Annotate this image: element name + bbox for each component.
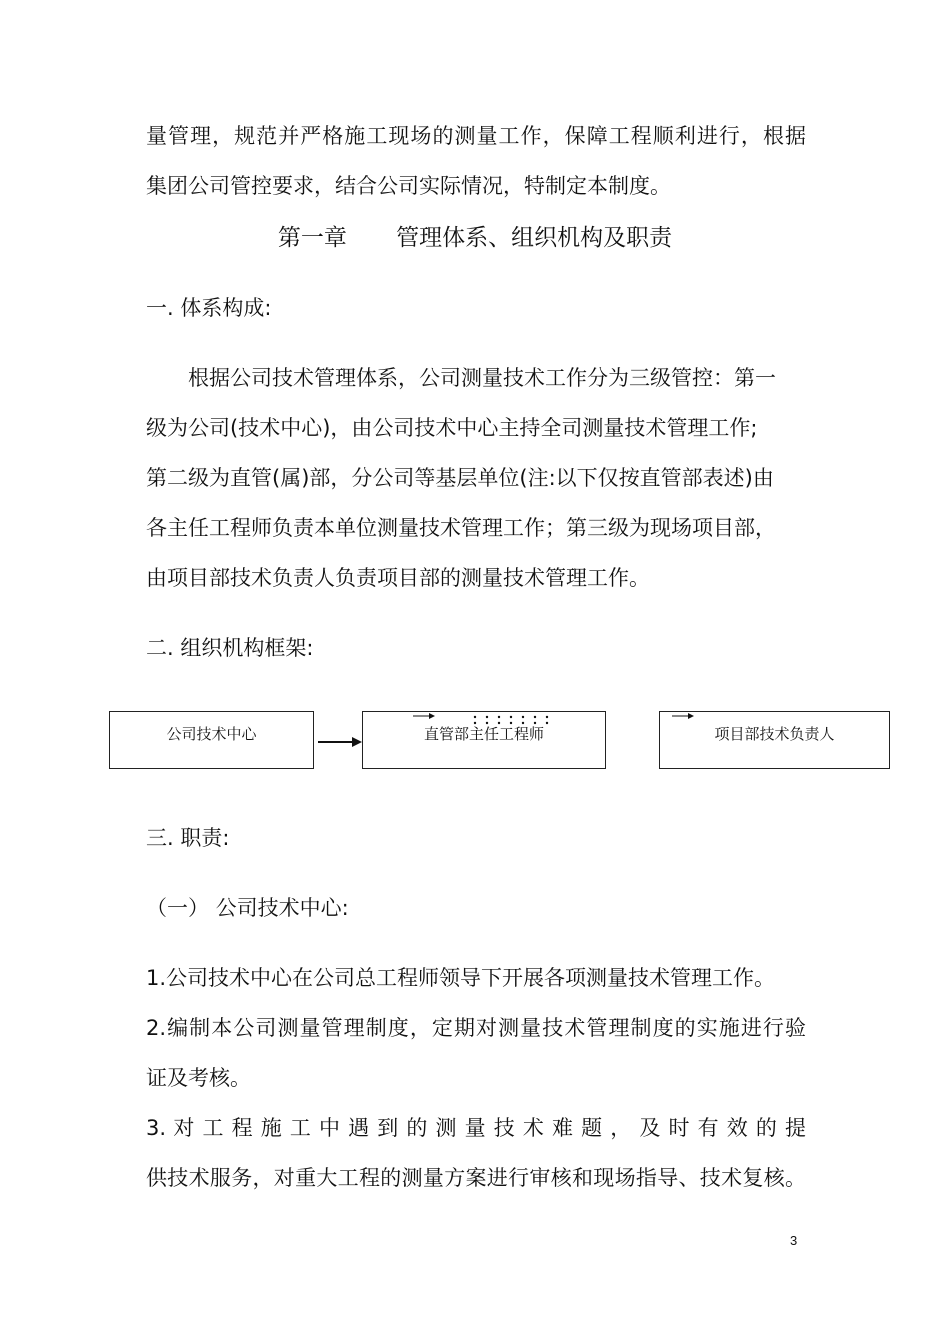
section-2-heading: 二. 组织机构框架:: [146, 636, 314, 660]
intro-line-1: 量管理，规范并严格施工现场的测量工作，保障工程顺利进行，根据: [146, 124, 806, 148]
section-1-line-3: 第二级为直管(属)部，分公司等基层单位(注:以下仅按直管部表述)由: [146, 466, 774, 490]
page-number: 3: [790, 1233, 798, 1248]
org-box-tech-center: [109, 711, 314, 769]
chapter-title: [0, 219, 950, 252]
section-1-line-1: 根据公司技术管理体系，公司测量技术工作分为三级管控：第一: [188, 366, 776, 390]
duty-item-2-cont: 证及考核。: [146, 1066, 251, 1090]
intro-line-2: 集团公司管控要求，结合公司实际情况，特制定本制度。: [146, 174, 671, 198]
org-box-project-tech-lead-label: 项目部技术负责人: [714, 724, 835, 743]
section-1-line-5: 由项目部技术负责人负责项目部的测量技术管理工作。: [146, 566, 650, 590]
chapter-name: 管理体系、组织机构及职责: [396, 225, 673, 251]
duty-item-3: 3. 对 工 程 施 工 中 遇 到 的 测 量 技 术 难 题 ， 及 时 有 效 的 提: [146, 1116, 806, 1140]
org-box-tech-center-label: 公司技术中心: [166, 724, 257, 743]
dotted-marks-icon: [472, 714, 556, 728]
section-1-line-2: 级为公司(技术中心)，由公司技术中心主持全司测量技术管理工作;: [146, 416, 758, 440]
chapter-number: 第一章: [277, 225, 347, 251]
section-1-heading: 一. 体系构成:: [146, 296, 272, 320]
org-box-chief-engineer-label: 直管部主任工程师: [423, 724, 544, 743]
duty-item-1: 1.公司技术中心在公司总工程师领导下开展各项测量技术管理工作。: [146, 966, 776, 990]
section-1-line-4: 各主任工程师负责本单位测量技术管理工作；第三级为现场项目部，: [146, 516, 776, 540]
section-3-heading: 三. 职责:: [146, 826, 230, 850]
small-arrow-icon: [412, 711, 436, 721]
small-arrow-icon: [671, 711, 695, 721]
duty-item-2: 2.编制本公司测量管理制度，定期对测量技术管理制度的实施进行验: [146, 1016, 806, 1040]
arrow-right-icon: [316, 734, 364, 750]
duty-item-3-cont: 供技术服务，对重大工程的测量方案进行审核和现场指导、技术复核。: [146, 1166, 806, 1190]
section-3-subheading: （一） 公司技术中心:: [146, 896, 349, 920]
